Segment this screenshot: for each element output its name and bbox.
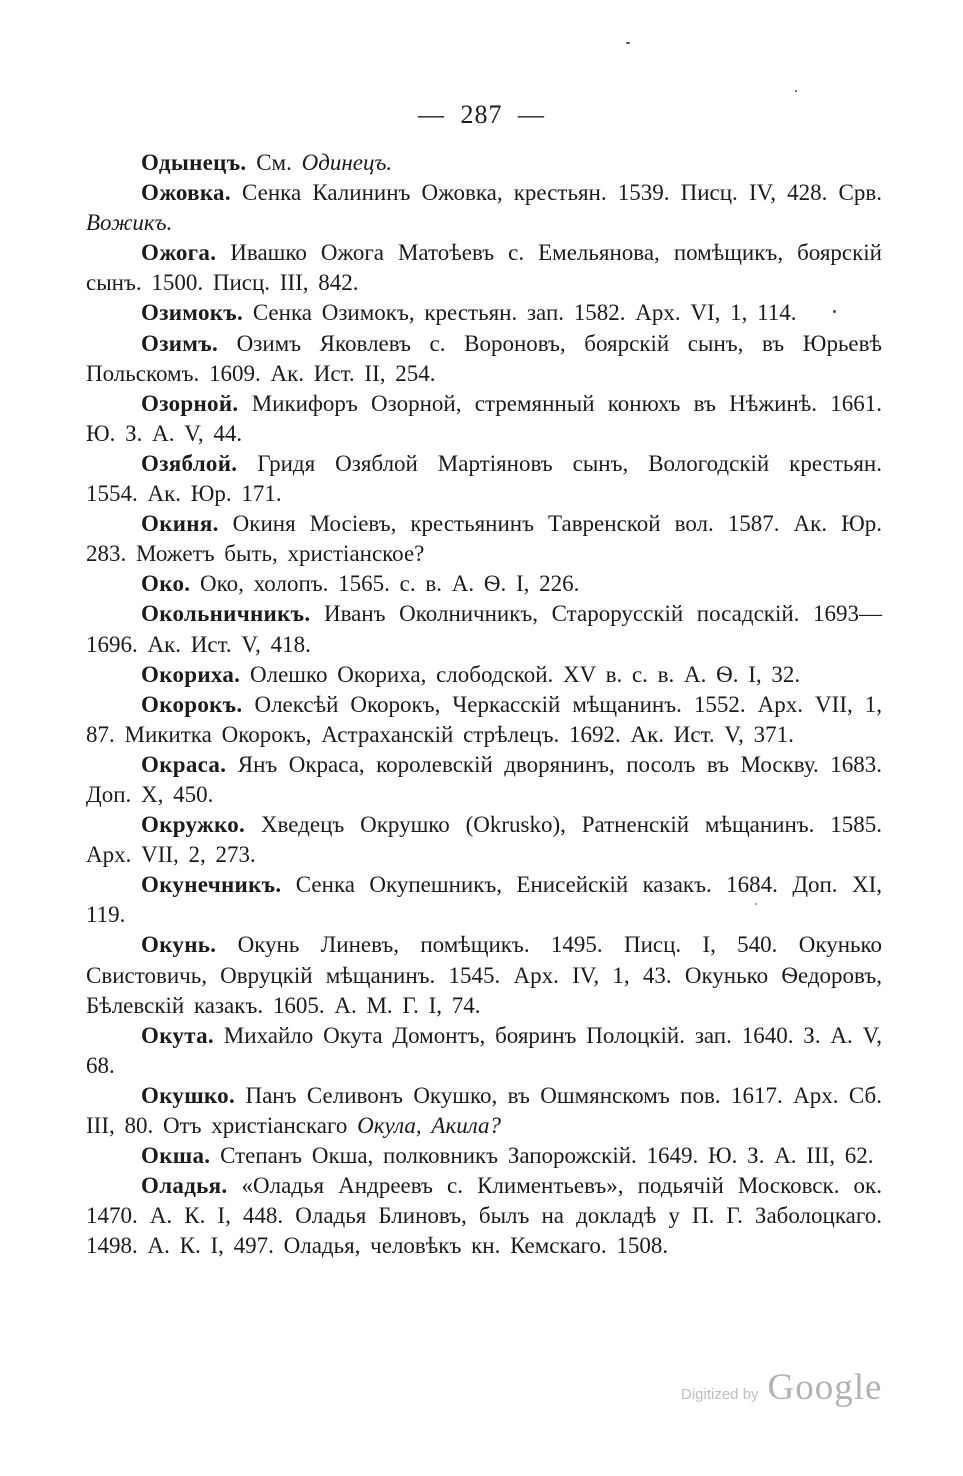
scan-speck: [626, 42, 630, 44]
entry-headword: Ожога.: [141, 240, 217, 266]
entry-cross-reference: Вожикъ.: [86, 210, 173, 236]
entry-headword: Озимокъ.: [141, 300, 244, 326]
page-number: — 287 —: [418, 100, 545, 129]
entry-text: Ивашко Ожога Матоѣевъ с. Емельянова, помѣщикъ, боярскій сынъ. 1500. Писц. III, 842.: [86, 240, 882, 296]
dictionary-entry: [86, 298, 882, 328]
entry-text: Олешко Окориха, слободской. XV в. с. в. А. Ѳ. I, 32.: [240, 661, 801, 687]
entry-text: «Оладья Андреевъ с. Климентьевъ», подьячій Московск. ок. 1470. А. К. I, 448. Оладья Блиновъ, былъ на докладѣ у П. Г. Заболоцкаго. 1498. А. К. I, 497. Оладья, человѣкъ кн. Кемскаго. 1508.: [86, 1173, 882, 1259]
entry-headword: Оладья.: [141, 1173, 228, 1199]
entry-text: Око, холопъ. 1565. с. в. А. Ѳ. I, 226.: [190, 571, 580, 597]
dictionary-entry: [86, 660, 882, 690]
entry-text: Микифоръ Озорной, стремянный конюхъ въ Нѣжинѣ. 1661. Ю. З. А. V, 44.: [86, 390, 882, 446]
entry-text: Янъ Окраса, королевскій дворянинъ, посолъ въ Москву. 1683. Доп. X, 450.: [86, 751, 882, 807]
entry-headword: Озорной.: [141, 390, 239, 416]
dictionary-entry: [86, 449, 882, 509]
dictionary-entry: [86, 329, 882, 389]
dictionary-entry: [86, 750, 882, 810]
google-watermark: [681, 1366, 882, 1409]
entry-text: Сенка Озимокъ, крестьян. зап. 1582. Арх. VI, 1, 114.: [243, 300, 797, 326]
entry-text: Панъ Селивонъ Окушко, въ Ошмянскомъ пов. 1617. Арх. Сб. III, 80. Отъ христіанскаго: [86, 1082, 882, 1138]
entry-cross-reference: Окула, Акила?: [357, 1113, 502, 1138]
entry-text: Озимъ Яковлевъ с. Вороновъ, боярскій сынъ, въ Юрьевѣ Польскомъ. 1609. Ак. Ист. II, 254.: [86, 330, 882, 386]
entry-headword: Окушко.: [141, 1082, 236, 1108]
dictionary-entry: [86, 389, 882, 449]
entry-text: Гридя Озяблой Мартіяновъ сынъ, Вологодскій крестьян. 1554. Ак. Юр. 171.: [86, 450, 882, 507]
entry-headword: Окиня.: [141, 511, 219, 537]
dictionary-entry: [86, 930, 882, 1020]
entry-headword: Окша.: [141, 1143, 211, 1169]
dictionary-entry: [86, 1141, 882, 1171]
dictionary-entry: [86, 810, 882, 870]
entry-headword: Озимъ.: [141, 330, 219, 356]
entry-text: Хведецъ Окрушко (Okrusko), Ратненскій мѣщанинъ. 1585. Арх. VII, 2, 273.: [86, 812, 882, 868]
entry-headword: Озяблой.: [141, 450, 238, 476]
dictionary-entry: [86, 1021, 882, 1081]
dictionary-entry: [86, 148, 882, 178]
entry-text: Сенка Окупешникъ, Енисейскій казакъ. 1684. Доп. XI, 119.: [86, 872, 882, 928]
dictionary-entry: [86, 690, 882, 750]
dictionary-entries: [86, 148, 882, 1261]
scan-speck: [795, 90, 797, 92]
dictionary-entry: [86, 870, 882, 930]
dictionary-entry: [86, 599, 882, 659]
dictionary-entry: [86, 178, 882, 238]
entry-headword: Одынецъ.: [141, 150, 247, 175]
entry-text: Сенка Калининъ Ожовка, крестьян. 1539. Писц. IV, 428. Срв.: [230, 180, 882, 206]
entry-cross-reference: Одинецъ.: [301, 150, 393, 175]
dictionary-entry: [86, 509, 882, 569]
digitized-by-label: Digitized by: [681, 1386, 759, 1403]
google-logo: Google: [767, 1367, 883, 1408]
entry-headword: Окорокъ.: [141, 691, 243, 717]
entry-text: Михайло Окута Домонтъ, бояринъ Полоцкій. зап. 1640. З. А. V, 68.: [86, 1022, 882, 1078]
entry-text: Окиня Мосіевъ, крестьянинъ Тавренской вол. 1587. Ак. Юр. 283. Можетъ быть, христіанское?: [86, 511, 882, 567]
scan-speck: [755, 903, 757, 905]
entry-headword: Око.: [141, 571, 191, 597]
entry-text: Степанъ Окша, полковникъ Запорожскій. 1649. Ю. З. А. III, 62.: [210, 1143, 874, 1169]
entry-text: См.: [246, 150, 302, 175]
entry-headword: Окружко.: [141, 812, 246, 838]
entry-text: Иванъ Околничникъ, Старорусскій посадскій. 1693—1696. Ак. Ист. V, 418.: [86, 601, 882, 657]
entry-headword: Окориха.: [141, 661, 241, 687]
dictionary-entry: [86, 1171, 882, 1261]
entry-headword: Окунь.: [141, 932, 217, 958]
scan-speck: [833, 310, 836, 313]
entry-text: Олексѣй Окорокъ, Черкасскій мѣщанинъ. 1552. Арх. VII, 1, 87. Микитка Окорокъ, Астраханскій стрѣлецъ. 1692. Ак. Ист. V, 371.: [86, 691, 882, 747]
dictionary-entry: [86, 569, 882, 599]
entry-headword: Ожовка.: [141, 180, 231, 206]
entry-headword: Окунечникъ.: [141, 872, 282, 898]
entry-headword: Окута.: [141, 1022, 214, 1048]
entry-headword: Окраса.: [141, 751, 227, 777]
dictionary-entry: [86, 238, 882, 298]
entry-text: Окунь Линевъ, помѣщикъ. 1495. Писц. I, 540. Окунько Свистовичь, Овруцкій мѣщанинъ. 1545. Арх. IV, 1, 43. Окунько Ѳедоровъ, Бѣлевскій казакъ. 1605. А. М. Г. I, 74.: [86, 932, 882, 1018]
entry-headword: Окольничникъ.: [141, 601, 311, 627]
dictionary-entry: [86, 1081, 882, 1141]
